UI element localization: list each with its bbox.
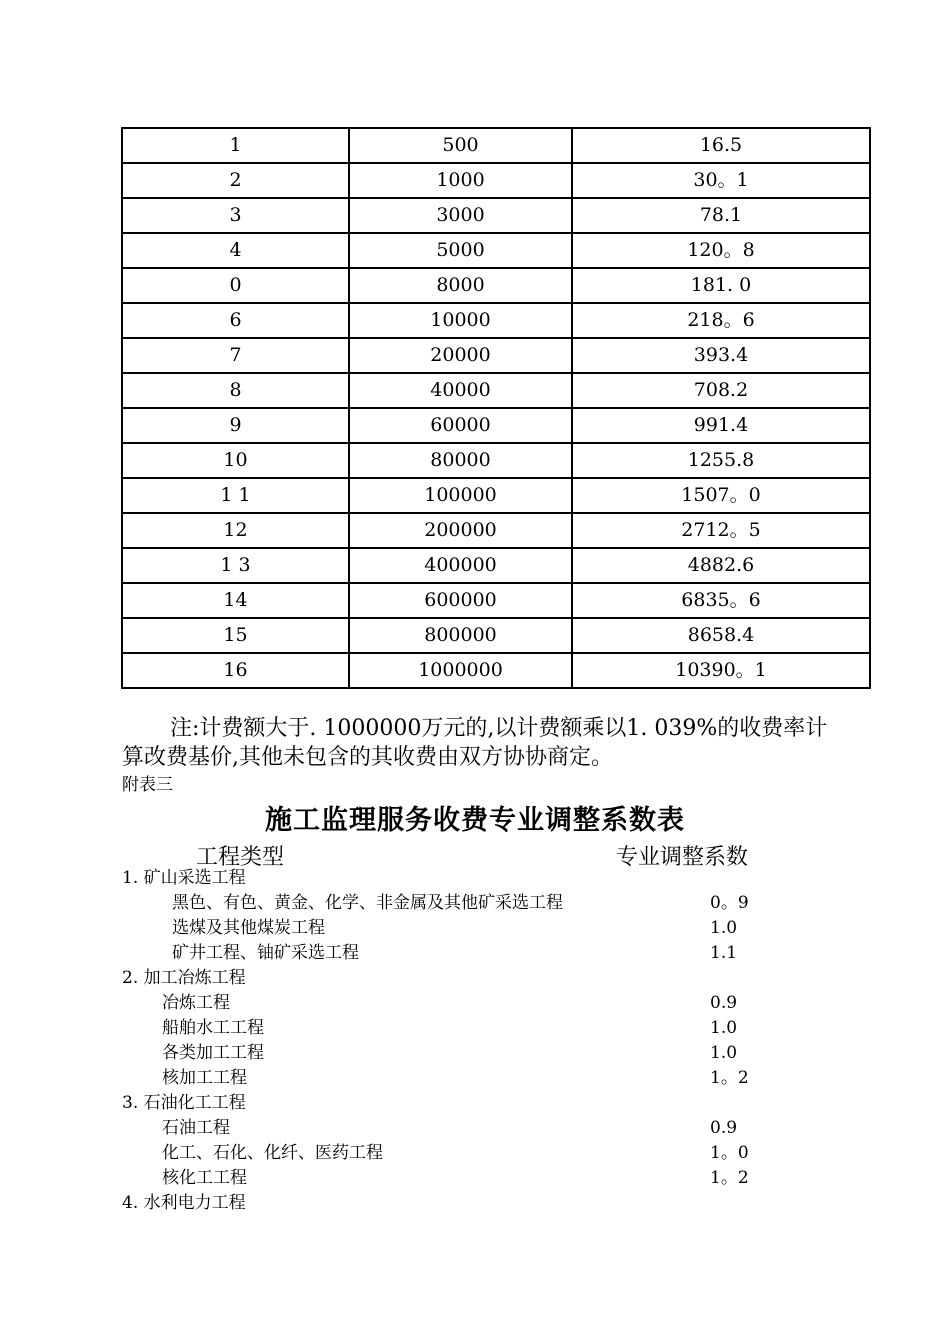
table-row [122,618,870,653]
fee-amount-cell: 3000 [349,198,572,233]
table-row [122,653,870,688]
coef-row-label: 各类加工工程 [162,1043,264,1063]
header-project-type: 工程类型 [196,845,285,870]
fee-base-cell: 16.5 [572,128,870,163]
coef-row [0,1041,950,1065]
coef-row-label: 核化工工程 [162,1168,247,1188]
row-index-cell: 10 [122,443,349,478]
coef-row [0,1016,950,1040]
fee-amount-cell: 20000 [349,338,572,373]
coef-row [0,1116,950,1140]
fee-base-cell: 1507。0 [572,478,870,513]
row-index-cell: 7 [122,338,349,373]
table-row [122,233,870,268]
fee-amount-cell: 500 [349,128,572,163]
coef-row-value: 0。9 [710,893,749,913]
fee-amount-cell: 400000 [349,548,572,583]
fee-amount-cell: 10000 [349,303,572,338]
fee-base-cell: 218。6 [572,303,870,338]
fee-base-cell: 393.4 [572,338,870,373]
coef-table-title: 施工监理服务收费专业调整系数表 [265,805,685,836]
coef-category-row [0,1191,950,1215]
table-row [122,583,870,618]
fee-base-cell: 1255.8 [572,443,870,478]
coef-row-value: 1。0 [710,1143,749,1163]
coef-row-label: 矿井工程、铀矿采选工程 [172,943,359,963]
row-index-cell: 14 [122,583,349,618]
coef-row-value: 1.1 [710,943,738,963]
header-adjust-coef: 专业调整系数 [616,845,749,870]
coef-category-row [0,866,950,890]
fee-amount-cell: 8000 [349,268,572,303]
fee-amount-cell: 600000 [349,583,572,618]
table-row [122,443,870,478]
row-index-cell: 8 [122,373,349,408]
fee-amount-cell: 80000 [349,443,572,478]
fee-amount-cell: 1000 [349,163,572,198]
coef-row [0,916,950,940]
fee-amount-cell: 800000 [349,618,572,653]
coef-row [0,1141,950,1165]
fee-base-cell: 181. 0 [572,268,870,303]
fee-amount-cell: 100000 [349,478,572,513]
row-index-cell: 12 [122,513,349,548]
coef-row-label: 冶炼工程 [162,993,230,1013]
coef-row-label: 4. 水利电力工程 [122,1193,246,1213]
coef-row-label: 1. 矿山采选工程 [122,868,246,888]
row-index-cell: 15 [122,618,349,653]
row-index-cell: 0 [122,268,349,303]
fee-amount-cell: 40000 [349,373,572,408]
fee-base-cell: 8658.4 [572,618,870,653]
coef-row-label: 选煤及其他煤炭工程 [172,918,325,938]
coef-row-value: 0.9 [710,1118,738,1138]
fee-base-cell: 6835。6 [572,583,870,618]
fee-amount-cell: 200000 [349,513,572,548]
coef-row-label: 核加工工程 [162,1068,247,1088]
coef-row [0,1066,950,1090]
fee-base-cell: 10390。1 [572,653,870,688]
fee-table [121,127,871,689]
fee-base-cell: 708.2 [572,373,870,408]
row-index-cell: 16 [122,653,349,688]
coef-category-row [0,966,950,990]
coef-row-label: 船舶水工工程 [162,1018,264,1038]
fee-base-cell: 4882.6 [572,548,870,583]
fee-amount-cell: 5000 [349,233,572,268]
table-row [122,128,870,163]
coef-row [0,941,950,965]
coef-row-label: 黑色、有色、黄金、化学、非金属及其他矿采选工程 [172,893,563,913]
row-index-cell: 1 3 [122,548,349,583]
coef-row-value: 1。2 [710,1068,749,1088]
row-index-cell: 6 [122,303,349,338]
table-row [122,268,870,303]
row-index-cell: 4 [122,233,349,268]
fee-base-cell: 30。1 [572,163,870,198]
fee-note: 注:计费额大于. 1000000万元的,以计费额乘以1. 039%的收费率计算改费基价,其他未包含的其收费由双方协协商定。 [122,716,828,770]
coef-row [0,891,950,915]
fee-base-cell: 2712。5 [572,513,870,548]
coef-row-value: 1。2 [710,1168,749,1188]
coef-row-value: 1.0 [710,1018,738,1038]
coef-row [0,1166,950,1190]
coef-row [0,991,950,1015]
table-row [122,198,870,233]
row-index-cell: 9 [122,408,349,443]
coef-row-value: 0.9 [710,993,738,1013]
table-row [122,338,870,373]
coef-row-label: 石油工程 [162,1118,230,1138]
table-row [122,408,870,443]
fee-amount-cell: 60000 [349,408,572,443]
table-row [122,513,870,548]
coef-row-label: 3. 石油化工工程 [122,1093,246,1113]
coef-category-row [0,1091,950,1115]
coef-row-label: 化工、石化、化纤、医药工程 [162,1143,383,1163]
table-row [122,303,870,338]
appendix-label: 附表三 [122,775,173,795]
table-row [122,373,870,408]
table-row [122,478,870,513]
row-index-cell: 1 [122,128,349,163]
coef-row-value: 1.0 [710,1043,738,1063]
fee-base-cell: 120。8 [572,233,870,268]
fee-base-cell: 991.4 [572,408,870,443]
table-row [122,163,870,198]
row-index-cell: 2 [122,163,349,198]
table-row [122,548,870,583]
coef-row-value: 1.0 [710,918,738,938]
row-index-cell: 3 [122,198,349,233]
fee-amount-cell: 1000000 [349,653,572,688]
fee-base-cell: 78.1 [572,198,870,233]
row-index-cell: 1 1 [122,478,349,513]
coef-row-label: 2. 加工冶炼工程 [122,968,246,988]
